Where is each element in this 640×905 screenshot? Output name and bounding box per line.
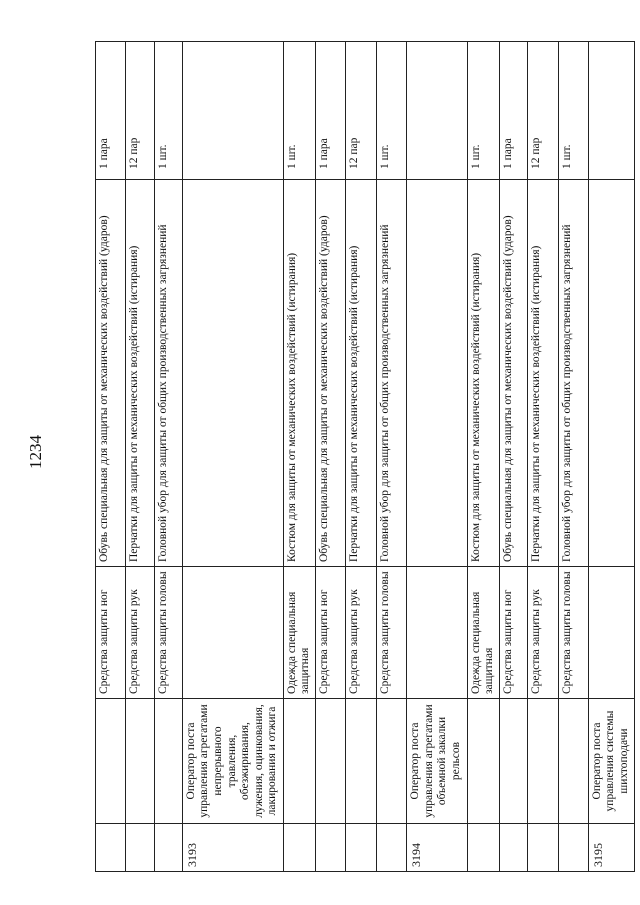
ppe-category: Средства защиты ног (499, 567, 527, 699)
row-number (499, 824, 527, 872)
ppe-item: Обувь специальная для защиты от механических воздействий (ударов) (499, 180, 527, 567)
profession-name (467, 699, 499, 824)
ppe-item: Перчатки для защиты от механических воздействий (истирания) (528, 180, 558, 567)
ppe-category (182, 567, 283, 699)
ppe-item: Перчатки для защиты от механических воздействий (истирания) (346, 180, 376, 567)
ppe-quantity (588, 42, 634, 180)
row-number (558, 824, 588, 872)
ppe-category (588, 567, 634, 699)
profession-name (154, 699, 182, 824)
profession-name (528, 699, 558, 824)
profession-name (126, 699, 154, 824)
table-row (182, 42, 283, 872)
ppe-quantity: 1 шт. (376, 42, 406, 180)
row-number (376, 824, 406, 872)
rotated-table-wrapper (95, 42, 635, 872)
page-number: 1234 (26, 435, 45, 469)
ppe-quantity: 12 пар (528, 42, 558, 180)
profession-name (283, 699, 315, 824)
table-row (406, 42, 467, 872)
ppe-quantity: 1 пара (96, 42, 126, 180)
ppe-quantity: 12 пар (126, 42, 154, 180)
ppe-item: Головной убор для защиты от общих производственных загрязнений (154, 180, 182, 567)
ppe-quantity (182, 42, 283, 180)
ppe-quantity: 1 шт. (467, 42, 499, 180)
ppe-quantity: 1 пара (499, 42, 527, 180)
ppe-category: Средства защиты ног (96, 567, 126, 699)
ppe-item: Костюм для защиты от механических воздействий (истирания) (283, 180, 315, 567)
profession-name: Оператор поста управления системы шихтоподачи (588, 699, 634, 824)
ppe-quantity: 1 шт. (283, 42, 315, 180)
profession-name (376, 699, 406, 824)
profession-name (499, 699, 527, 824)
ppe-quantity: 12 пар (346, 42, 376, 180)
row-number (528, 824, 558, 872)
ppe-category: Средства защиты головы (154, 567, 182, 699)
row-number (154, 824, 182, 872)
table-row (558, 42, 588, 872)
table-row (126, 42, 154, 872)
profession-name (346, 699, 376, 824)
table-body (96, 42, 635, 872)
ppe-quantity: 1 пара (316, 42, 346, 180)
row-number (316, 824, 346, 872)
row-number: 3194 (406, 824, 467, 872)
row-number (126, 824, 154, 872)
table-row (316, 42, 346, 872)
table-row (467, 42, 499, 872)
ppe-item: Обувь специальная для защиты от механических воздействий (ударов) (96, 180, 126, 567)
ppe-item: Перчатки для защиты от механических воздействий (истирания) (126, 180, 154, 567)
ppe-category: Средства защиты ног (316, 567, 346, 699)
table-row (154, 42, 182, 872)
row-number: 3195 (588, 824, 634, 872)
row-number (346, 824, 376, 872)
ppe-quantity: 1 шт. (154, 42, 182, 180)
ppe-item: Обувь специальная для защиты от механических воздействий (ударов) (316, 180, 346, 567)
ppe-category: Одежда специальная защитная (467, 567, 499, 699)
table-row (283, 42, 315, 872)
table-row (528, 42, 558, 872)
table-row (346, 42, 376, 872)
ppe-category: Средства защиты головы (376, 567, 406, 699)
profession-name: Оператор поста управления агрегатами объемной закалки рельсов (406, 699, 467, 824)
ppe-category (406, 567, 467, 699)
row-number (96, 824, 126, 872)
ppe-item (406, 180, 467, 567)
profession-name (558, 699, 588, 824)
table-row (96, 42, 126, 872)
table-row (588, 42, 634, 872)
ppe-quantity (406, 42, 467, 180)
row-number (467, 824, 499, 872)
ppe-item: Головной убор для защиты от общих производственных загрязнений (376, 180, 406, 567)
ppe-item (182, 180, 283, 567)
profession-name (96, 699, 126, 824)
row-number (283, 824, 315, 872)
ppe-category: Средства защиты головы (558, 567, 588, 699)
ppe-quantity: 1 шт. (558, 42, 588, 180)
table-row (376, 42, 406, 872)
ppe-norms-table (95, 41, 635, 872)
ppe-category: Средства защиты рук (346, 567, 376, 699)
ppe-category: Одежда специальная защитная (283, 567, 315, 699)
profession-name: Оператор поста управления агрегатами непрерывного травления, обезжиривания, лужения, оцинкования, лакирования и отжига (182, 699, 283, 824)
row-number: 3193 (182, 824, 283, 872)
ppe-category: Средства защиты рук (528, 567, 558, 699)
table-row (499, 42, 527, 872)
ppe-category: Средства защиты рук (126, 567, 154, 699)
ppe-item: Костюм для защиты от механических воздействий (истирания) (467, 180, 499, 567)
ppe-item (588, 180, 634, 567)
ppe-item: Головной убор для защиты от общих производственных загрязнений (558, 180, 588, 567)
profession-name (316, 699, 346, 824)
